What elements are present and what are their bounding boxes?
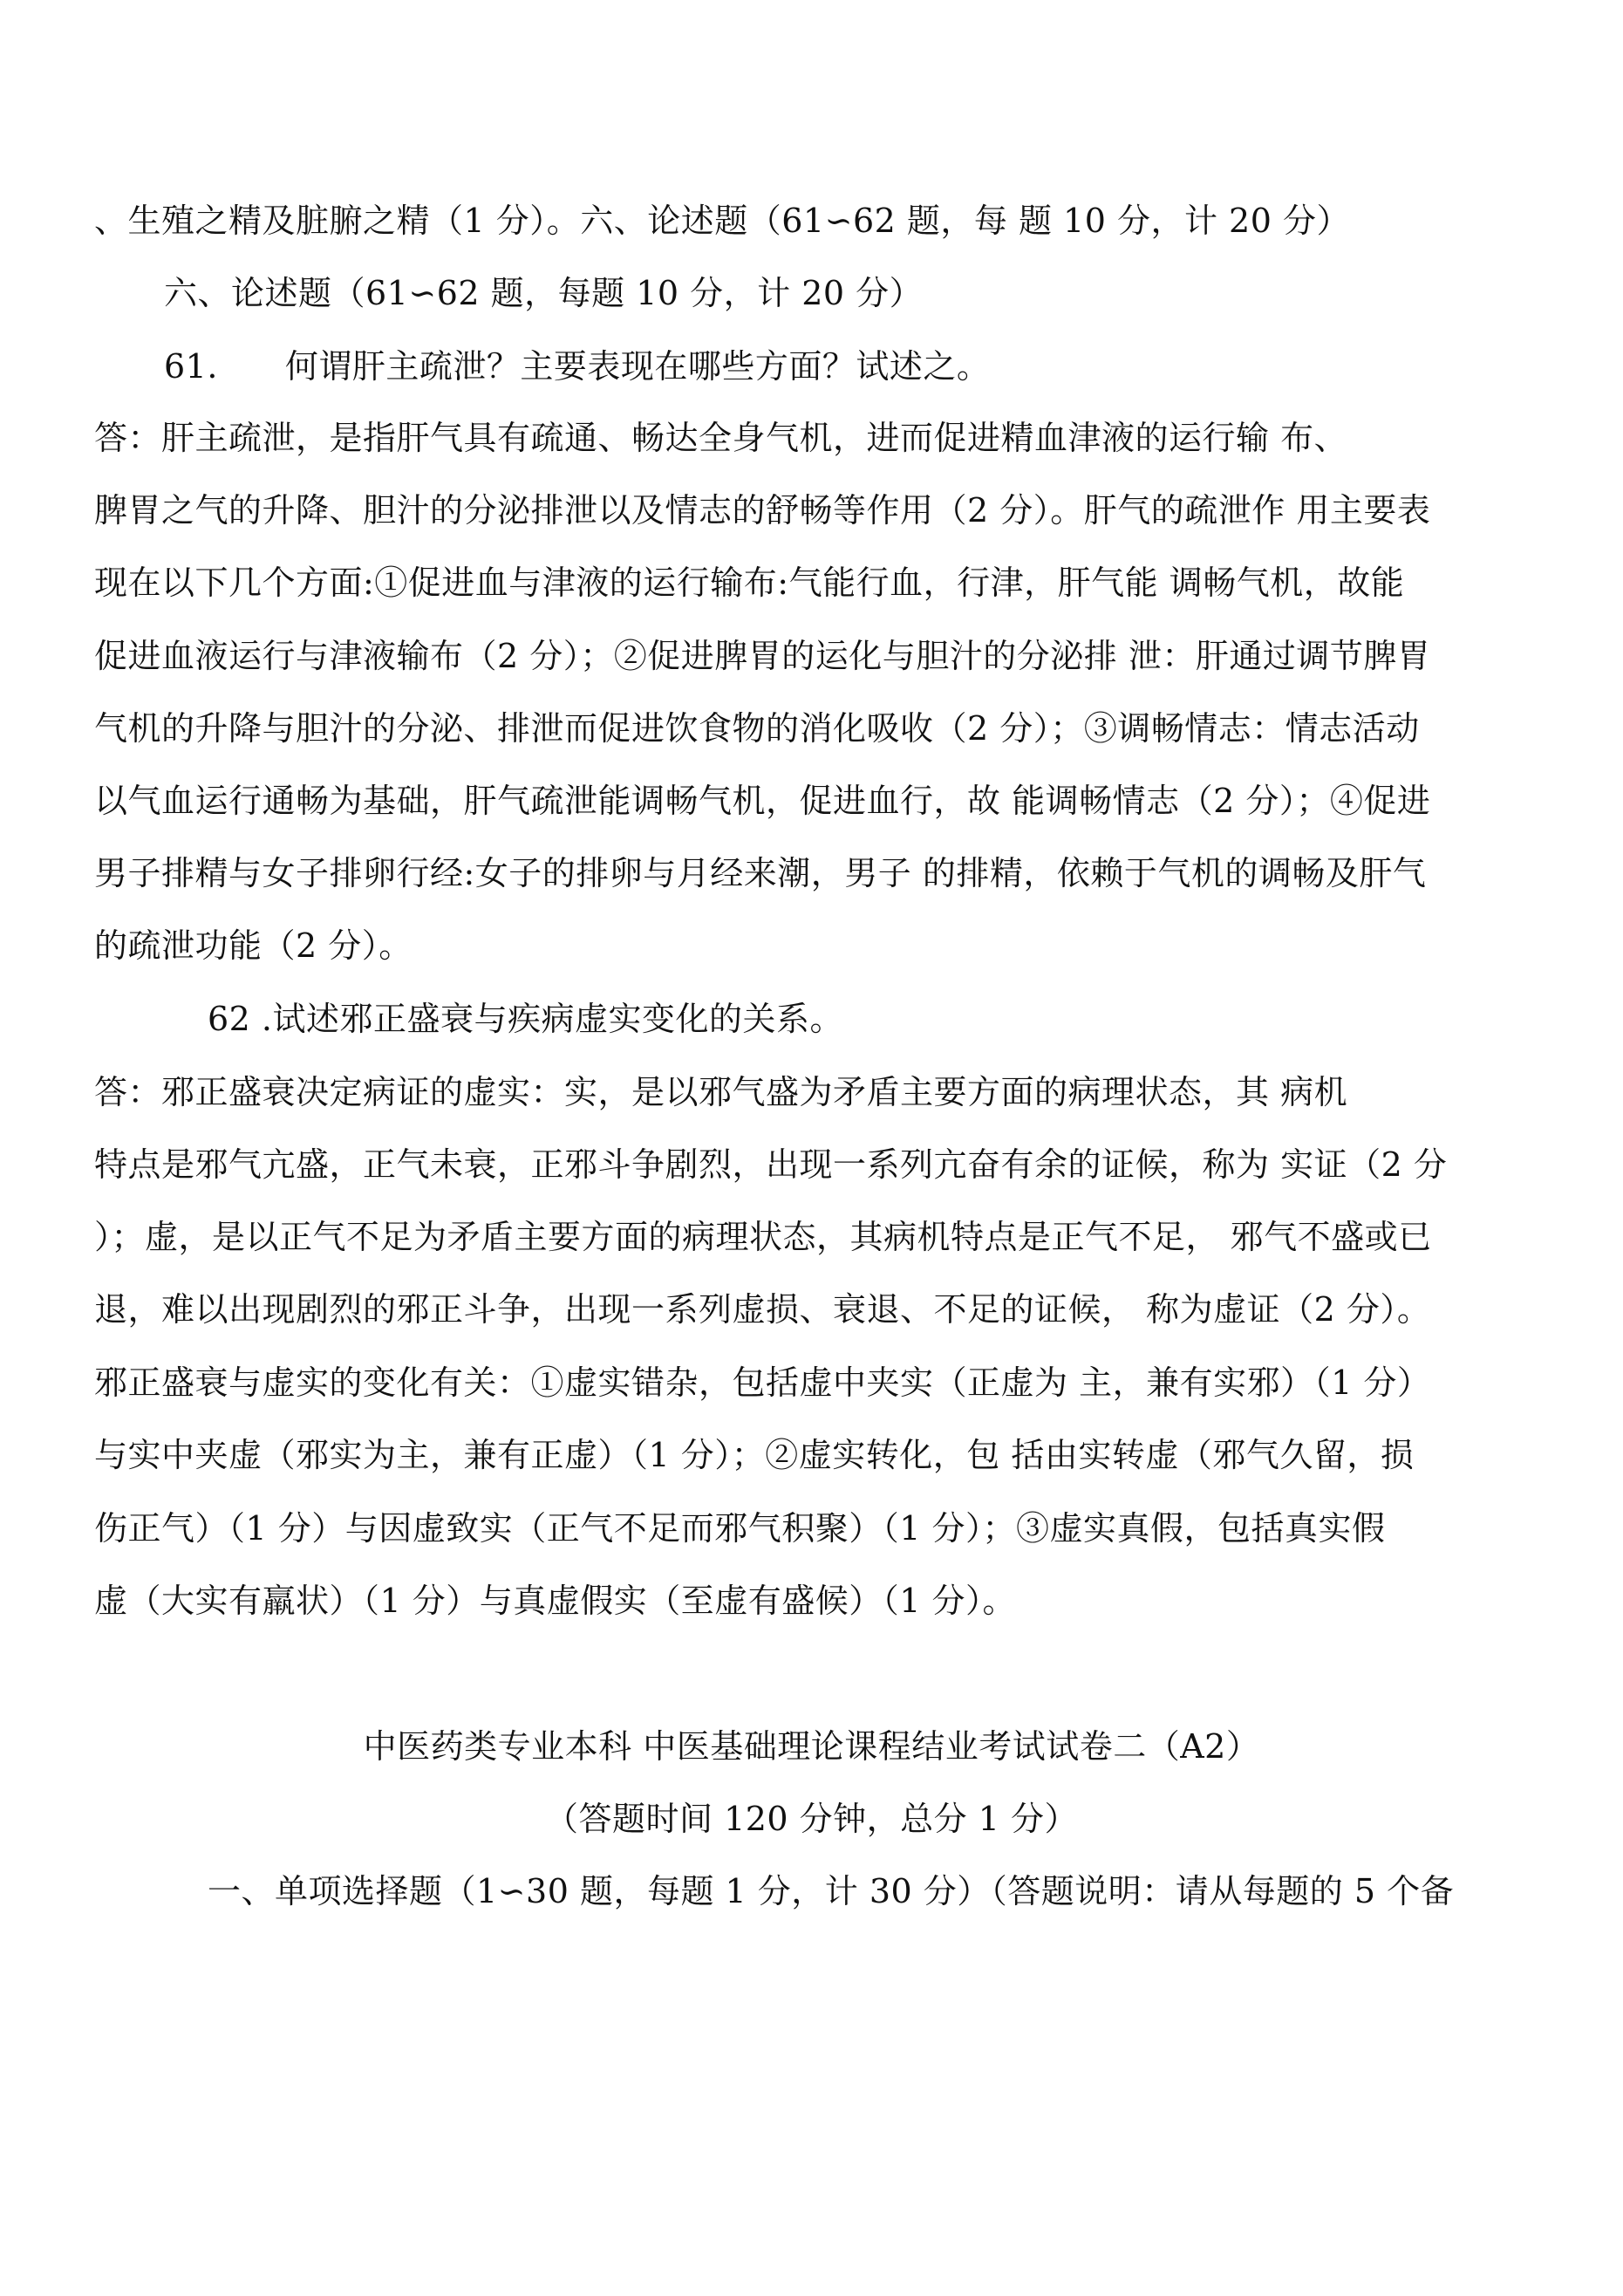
answer-line: 男子排精与女子排卵行经:女子的排卵与月经来潮，男子 的排精，依赖于气机的调畅及肝气 — [94, 854, 1427, 892]
answer-line: 现在以下几个方面:①促进血与津液的运行输布:气能行血，行津，肝气能 调畅气机，故能 — [94, 564, 1405, 602]
answer-line: 邪正盛衰与虚实的变化有关：①虚实错杂，包括虚中夹实（正虚为 主，兼有实邪）（1 分） — [94, 1363, 1431, 1402]
answer-line: 以气血运行通畅为基础，肝气疏泄能调畅气机，促进血行，故 能调畅情志（2 分）；④促进 — [94, 782, 1431, 820]
answer-line: 答：邪正盛衰决定病证的虚实：实，是以邪气盛为矛盾主要方面的病理状态，其 病机 — [94, 1073, 1348, 1111]
answer-line: 脾胃之气的升降、胆汁的分泌排泄以及情志的舒畅等作用（2 分）。肝气的疏泄作 用主要表 — [94, 491, 1431, 530]
answer-line: 促进血液运行与津液输布（2 分）；②促进脾胃的运化与胆汁的分泌排 泄：肝通过调节脾胃 — [94, 637, 1431, 675]
exam-title: 中医药类专业本科 中医基础理论课程结业考试试卷二（A2） — [363, 1727, 1260, 1766]
answer-line: 的疏泄功能（2 分）。 — [94, 926, 413, 965]
answer-line: ）；虚，是以正气不足为矛盾主要方面的病理状态，其病机特点是正气不足， 邪气不盛或已 — [94, 1218, 1432, 1256]
answer-line: 退，难以出现剧烈的邪正斗争，出现一系列虚损、衰退、不足的证候， 称为虚证（2 分）。 — [94, 1290, 1431, 1329]
question-62: 62 .试述邪正盛衰与疾病虚实变化的关系。 — [208, 1000, 844, 1038]
answer-line: 特点是邪气亢盛，正气未衰，正邪斗争剧烈，出现一系列亢奋有余的证候，称为 实证（2 分 — [94, 1145, 1448, 1184]
exam-subtitle: （答题时间 120 分钟，总分 1 分） — [544, 1800, 1079, 1838]
answer-line: 虚（大实有羸状）（1 分）与真虚假实（至虚有盛候）（1 分）。 — [94, 1582, 1017, 1620]
section-heading: 六、论述题（61∽62 题，每题 10 分，计 20 分） — [164, 274, 924, 312]
answer-line: 伤正气）（1 分）与因虚致实（正气不足而邪气积聚）（1 分）；③虚实真假，包括真实假 — [94, 1509, 1386, 1548]
text-line: 、生殖之精及脏腑之精（1 分）。六、论述题（61∽62 题，每 题 10 分，计 20 分） — [94, 202, 1350, 240]
question-61: 61. 何谓肝主疏泄？主要表现在哪些方面？试述之。 — [164, 347, 991, 386]
answer-line: 与实中夹虚（邪实为主，兼有正虚）（1 分）；②虚实转化，包 括由实转虚（邪气久留，损 — [94, 1436, 1415, 1474]
answer-line: 气机的升降与胆汁的分泌、排泄而促进饮食物的消化吸收（2 分）；③调畅情志：情志活动 — [94, 709, 1420, 748]
answer-line: 答：肝主疏泄，是指肝气具有疏通、畅达全身气机，进而促进精血津液的运行输 布、 — [94, 419, 1348, 457]
section-heading: 一、单项选择题（1∽30 题，每题 1 分，计 30 分）（答题说明：请从每题的 5 个备 — [208, 1872, 1455, 1910]
